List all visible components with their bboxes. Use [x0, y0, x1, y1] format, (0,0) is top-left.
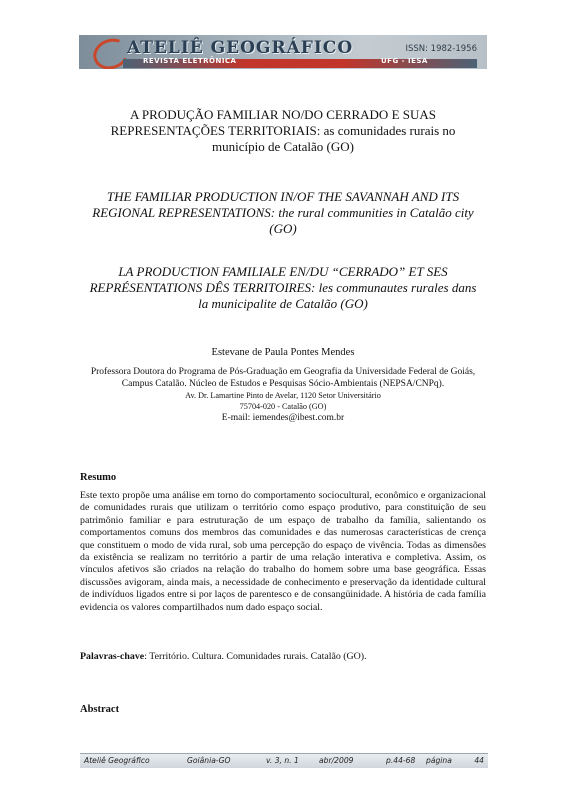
footer-pages: p.44-68: [386, 756, 416, 765]
author-affiliation-block: [80, 366, 486, 424]
title-english: THE FAMILIAR PRODUCTION IN/OF THE SAVANNAH AND ITS REGIONAL REPRESENTATIONS: the rural communities in Catalão city (GO): [92, 189, 474, 236]
keywords-line: [80, 651, 486, 663]
footer-page-number: 44: [474, 756, 484, 765]
page-footer: [80, 753, 488, 768]
author-name: Estevane de Paula Pontes Mendes: [211, 347, 355, 358]
author-affiliation: Professora Doutora do Programa de Pós-Graduação em Geografia da Universidade Federal de Goiás, Campus Catalão. Núcleo de Estudos e Pesquisas Sócio-Ambientais (NEPSA/CNPq).: [90, 367, 476, 389]
resumo-heading: Resumo: [80, 472, 117, 483]
abstract-heading: Abstract: [80, 704, 120, 715]
issn-label: ISSN: 1982-1956: [405, 44, 477, 54]
keywords-list: : Território. Cultura. Comunidades rurais. Catalão (GO).: [144, 651, 367, 662]
author-address-line2: 75704-020 - Catalão (GO): [239, 402, 327, 411]
footer-page-label: página: [426, 756, 452, 765]
title-french: LA PRODUCTION FAMILIALE EN/DU “CERRADO” ET SES REPRÉSENTATIONS DÊS TERRITOIRES: les communautes rurales dans la municipalite de Catalão (GO): [89, 264, 477, 311]
footer-date: abr/2009: [319, 756, 354, 765]
journal-header-banner: [79, 35, 487, 69]
journal-institution: UFG - IESA: [381, 57, 428, 65]
resumo-text: Este texto propõe uma análise em torno do comportamento sociocultural, econômico e organizacional de comunidades rurais que utilizam o território como espaço produtivo, para constituição de seu patrimônio familiar e para estruturação de um espaço de trabalho da família, salientando os comportamentos comuns dos membros das comunidades e das numerosas características de crença que constituem o modo de vida rural, sob uma percepção do espaço de vivência. Todas as dimensões da existência se realizam no território a partir de uma relação interativa e completiva. Assim, os vínculos afetivos são criados na relação do trabalho do homem sobre uma base geográfica. Essas discussões avigoram, ainda mais, a necessidade de conhecimento e preservação da identidade cultural de indivíduos ligados entre si por laços de parentesco e de consangüinidade. A história de cada família evidencia os valores compartilhados num dado espaço social.: [80, 490, 486, 613]
footer-journal: Ateliê Geográfico: [84, 756, 150, 765]
footer-city: Goiânia-GO: [187, 756, 231, 765]
author-address-line1: Av. Dr. Lamartine Pinto de Avelar, 1120 Setor Universitário: [185, 391, 381, 400]
title-portuguese: A PRODUÇÃO FAMILIAR NO/DO CERRADO E SUAS REPRESENTAÇÕES TERRITORIAIS: as comunidades rurais no município de Catalão (GO): [110, 107, 456, 154]
keywords-label: Palavras-chave: [80, 651, 145, 662]
journal-name: ATELIÊ GEOGRÁFICO: [127, 38, 354, 58]
journal-subtitle: REVISTA ELETRÔNICA: [143, 57, 237, 65]
footer-volume: v. 3, n. 1: [266, 756, 299, 765]
author-email: E-mail: iemendes@ibest.com.br: [221, 413, 345, 423]
